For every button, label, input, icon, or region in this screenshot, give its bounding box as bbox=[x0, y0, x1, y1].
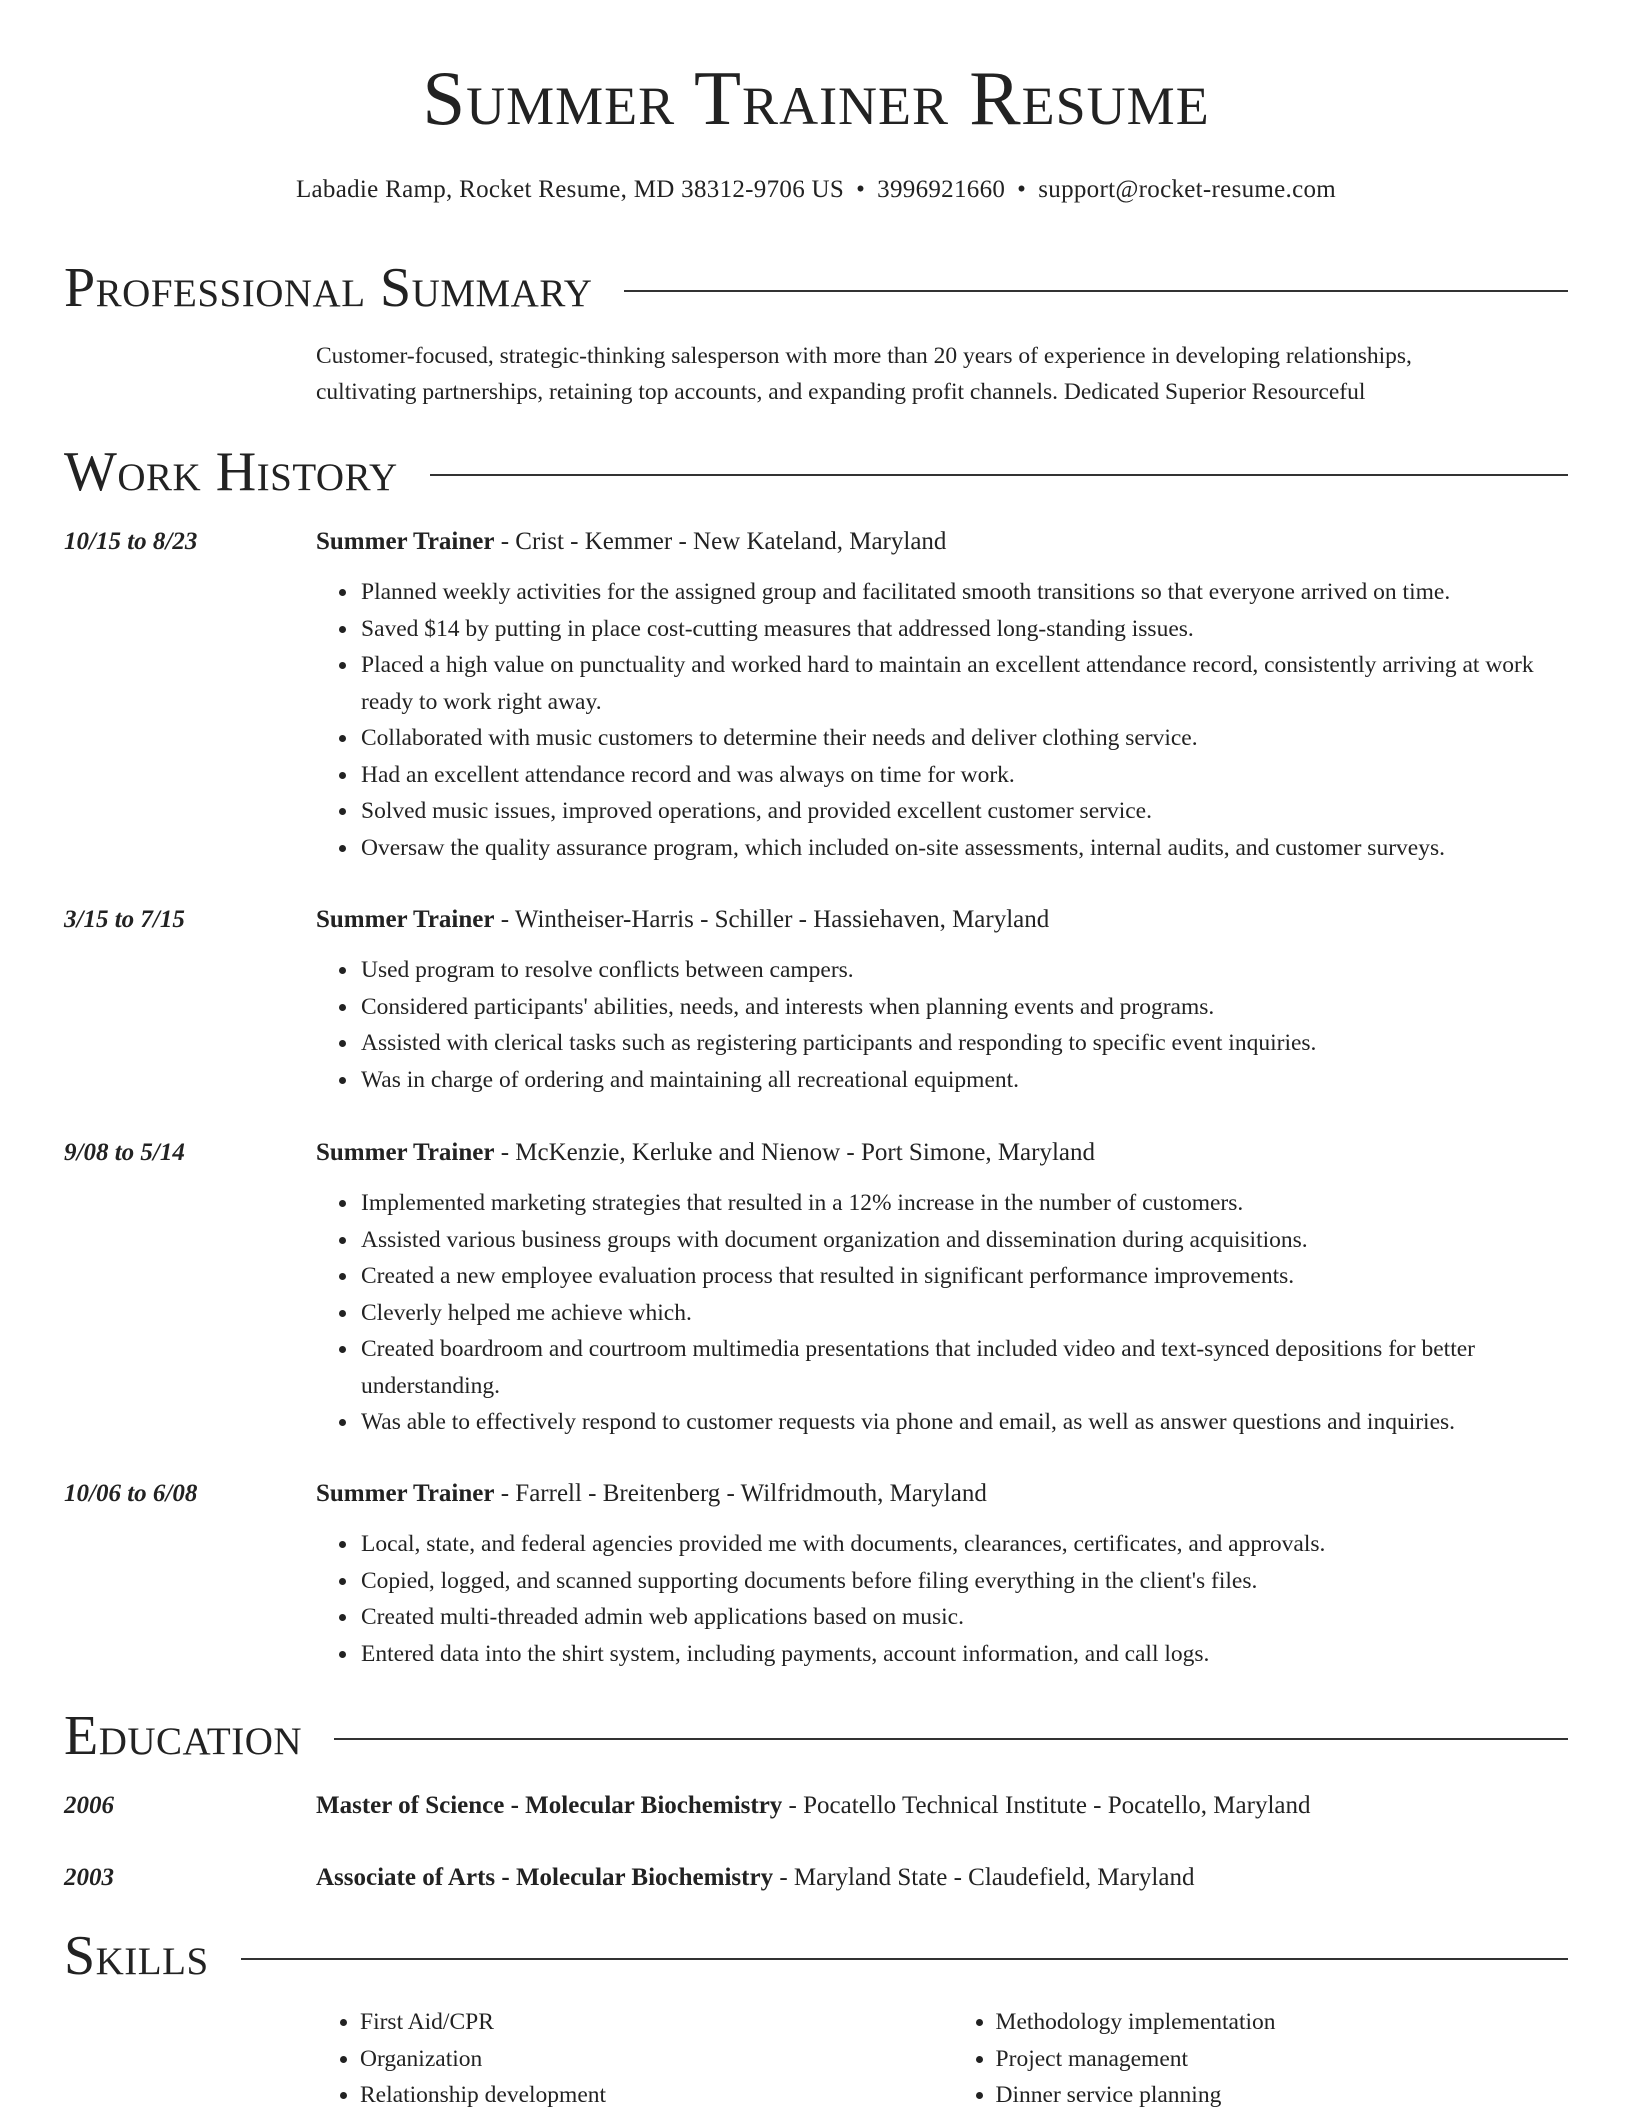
contact-line bbox=[0, 176, 1632, 204]
education-line bbox=[316, 1860, 1568, 1896]
list-item: • Project management bbox=[996, 2041, 1568, 2078]
job-bullets bbox=[64, 1185, 1568, 1441]
section-title: Work History bbox=[64, 441, 398, 503]
list-item: • Implemented marketing strategies that resulted in a 12% increase in the number of customers. bbox=[359, 1185, 1568, 1222]
job-title: Summer Trainer bbox=[316, 1139, 495, 1166]
list-item: • Relationship development bbox=[360, 2077, 952, 2114]
job-title: Summer Trainer bbox=[316, 1480, 495, 1507]
list-item: • Created multi-threaded admin web applications based on music. bbox=[359, 1599, 1568, 1636]
list-item: • First Aid/CPR bbox=[360, 2004, 952, 2041]
skills-column bbox=[316, 2004, 952, 2114]
section-header-skills bbox=[64, 1926, 1568, 1986]
job-entry bbox=[64, 524, 1568, 866]
job-bullets bbox=[64, 1526, 1568, 1672]
degree: Master of Science - Molecular Biochemistry bbox=[316, 1792, 783, 1819]
resume-title: Summer Trainer Resume bbox=[422, 55, 1210, 141]
phone: 3996921660 bbox=[877, 176, 1006, 203]
skills-column bbox=[952, 2004, 1568, 2114]
list-item: • Collaborated with music customers to determine their needs and deliver clothing service. bbox=[359, 720, 1568, 757]
job-title: Summer Trainer bbox=[316, 528, 495, 555]
address: Labadie Ramp, Rocket Resume, MD 38312-9706 US bbox=[295, 176, 845, 203]
list-item: • Assisted with clerical tasks such as registering participants and responding to specific event inquiries. bbox=[359, 1025, 1568, 1062]
list-item: • Assisted various business groups with document organization and dissemination during acquisitions. bbox=[359, 1222, 1568, 1259]
job-dates: 10/06 to 6/08 bbox=[64, 1480, 198, 1507]
section-header-education bbox=[64, 1706, 1568, 1766]
list-item: • Oversaw the quality assurance program, which included on-site assessments, internal audits, and customer surveys. bbox=[359, 830, 1568, 867]
education-entry bbox=[64, 1788, 1568, 1824]
list-item: • Copied, logged, and scanned supporting documents before filing everything in the client's files. bbox=[359, 1563, 1568, 1600]
education-line bbox=[316, 1788, 1568, 1824]
job-title: Summer Trainer bbox=[316, 906, 495, 933]
list-item: • Saved $14 by putting in place cost-cutting measures that addressed long-standing issues. bbox=[359, 611, 1568, 648]
job-entry bbox=[64, 902, 1568, 1098]
list-item: • Solved music issues, improved operations, and provided excellent customer service. bbox=[359, 793, 1568, 830]
email: support@rocket-resume.com bbox=[1038, 176, 1337, 203]
section-title: Professional Summary bbox=[64, 257, 593, 319]
section-title: Education bbox=[64, 1705, 303, 1767]
education-year: 2003 bbox=[64, 1864, 114, 1891]
section-title: Skills bbox=[64, 1925, 209, 1987]
education-entry bbox=[64, 1860, 1568, 1896]
list-item: • Considered participants' abilities, needs, and interests when planning events and programs. bbox=[359, 989, 1568, 1026]
list-item: • Used program to resolve conflicts between campers. bbox=[359, 952, 1568, 989]
section-header-work bbox=[64, 442, 1568, 502]
education-year: 2006 bbox=[64, 1792, 114, 1819]
list-item: • Placed a high value on punctuality and worked hard to maintain an excellent attendance record, consistently arriving at work ready to work right away. bbox=[359, 647, 1568, 720]
list-item: • Was in charge of ordering and maintaining all recreational equipment. bbox=[359, 1062, 1568, 1099]
degree: Associate of Arts - Molecular Biochemistry bbox=[316, 1864, 774, 1891]
list-item: • Dinner service planning bbox=[996, 2077, 1568, 2114]
section-rule bbox=[430, 474, 1568, 476]
summary-text bbox=[316, 338, 1568, 410]
list-item: • Planned weekly activities for the assigned group and facilitated smooth transitions so that everyone arrived on time. bbox=[359, 574, 1568, 611]
job-title-line bbox=[316, 1476, 1568, 1512]
summary-line: Customer-focused, strategic-thinking salesperson with more than 20 years of experience in developing relationships, bbox=[316, 343, 1412, 369]
list-item: • Organization bbox=[360, 2041, 952, 2078]
job-dates: 10/15 to 8/23 bbox=[64, 528, 198, 555]
section-header-summary bbox=[64, 258, 1568, 318]
job-entry bbox=[64, 1135, 1568, 1441]
list-item: • Was able to effectively respond to customer requests via phone and email, as well as answer questions and inquiries. bbox=[359, 1404, 1568, 1441]
job-title-line bbox=[316, 524, 1568, 560]
job-title-line bbox=[316, 1135, 1568, 1171]
job-details: - McKenzie, Kerluke and Nienow - Port Simone, Maryland bbox=[494, 1139, 1096, 1166]
job-entry bbox=[64, 1476, 1568, 1672]
list-item: • Entered data into the shirt system, including payments, account information, and call logs. bbox=[359, 1636, 1568, 1673]
summary-line: cultivating partnerships, retaining top accounts, and expanding profit channels. Dedicated Superior Resourceful bbox=[316, 379, 1366, 405]
skills-list bbox=[316, 2004, 1568, 2114]
job-dates: 9/08 to 5/14 bbox=[64, 1139, 185, 1166]
education-details: - Pocatello Technical Institute - Pocatello, Maryland bbox=[782, 1792, 1311, 1819]
list-item: • Methodology implementation bbox=[996, 2004, 1568, 2041]
list-item: • Had an excellent attendance record and was always on time for work. bbox=[359, 757, 1568, 794]
job-dates: 3/15 to 7/15 bbox=[64, 906, 185, 933]
list-item: • Local, state, and federal agencies provided me with documents, clearances, certificates, and approvals. bbox=[359, 1526, 1568, 1563]
job-details: - Crist - Kemmer - New Kateland, Maryland bbox=[494, 528, 947, 555]
job-details: - Wintheiser-Harris - Schiller - Hassiehaven, Maryland bbox=[494, 906, 1050, 933]
job-bullets bbox=[64, 952, 1568, 1098]
job-bullets bbox=[64, 574, 1568, 866]
list-item: • Cleverly helped me achieve which. bbox=[359, 1295, 1568, 1332]
list-item: • Created boardroom and courtroom multimedia presentations that included video and text-synced depositions for better understanding. bbox=[359, 1331, 1568, 1404]
section-rule bbox=[241, 1958, 1568, 1960]
separator: • bbox=[856, 176, 866, 203]
job-title-line bbox=[316, 902, 1568, 938]
section-rule bbox=[334, 1738, 1568, 1740]
job-details: - Farrell - Breitenberg - Wilfridmouth, Maryland bbox=[494, 1480, 987, 1507]
list-item: • Created a new employee evaluation process that resulted in significant performance improvements. bbox=[359, 1258, 1568, 1295]
separator: • bbox=[1017, 176, 1027, 203]
section-rule bbox=[624, 290, 1568, 292]
education-details: - Maryland State - Claudefield, Maryland bbox=[773, 1864, 1195, 1891]
